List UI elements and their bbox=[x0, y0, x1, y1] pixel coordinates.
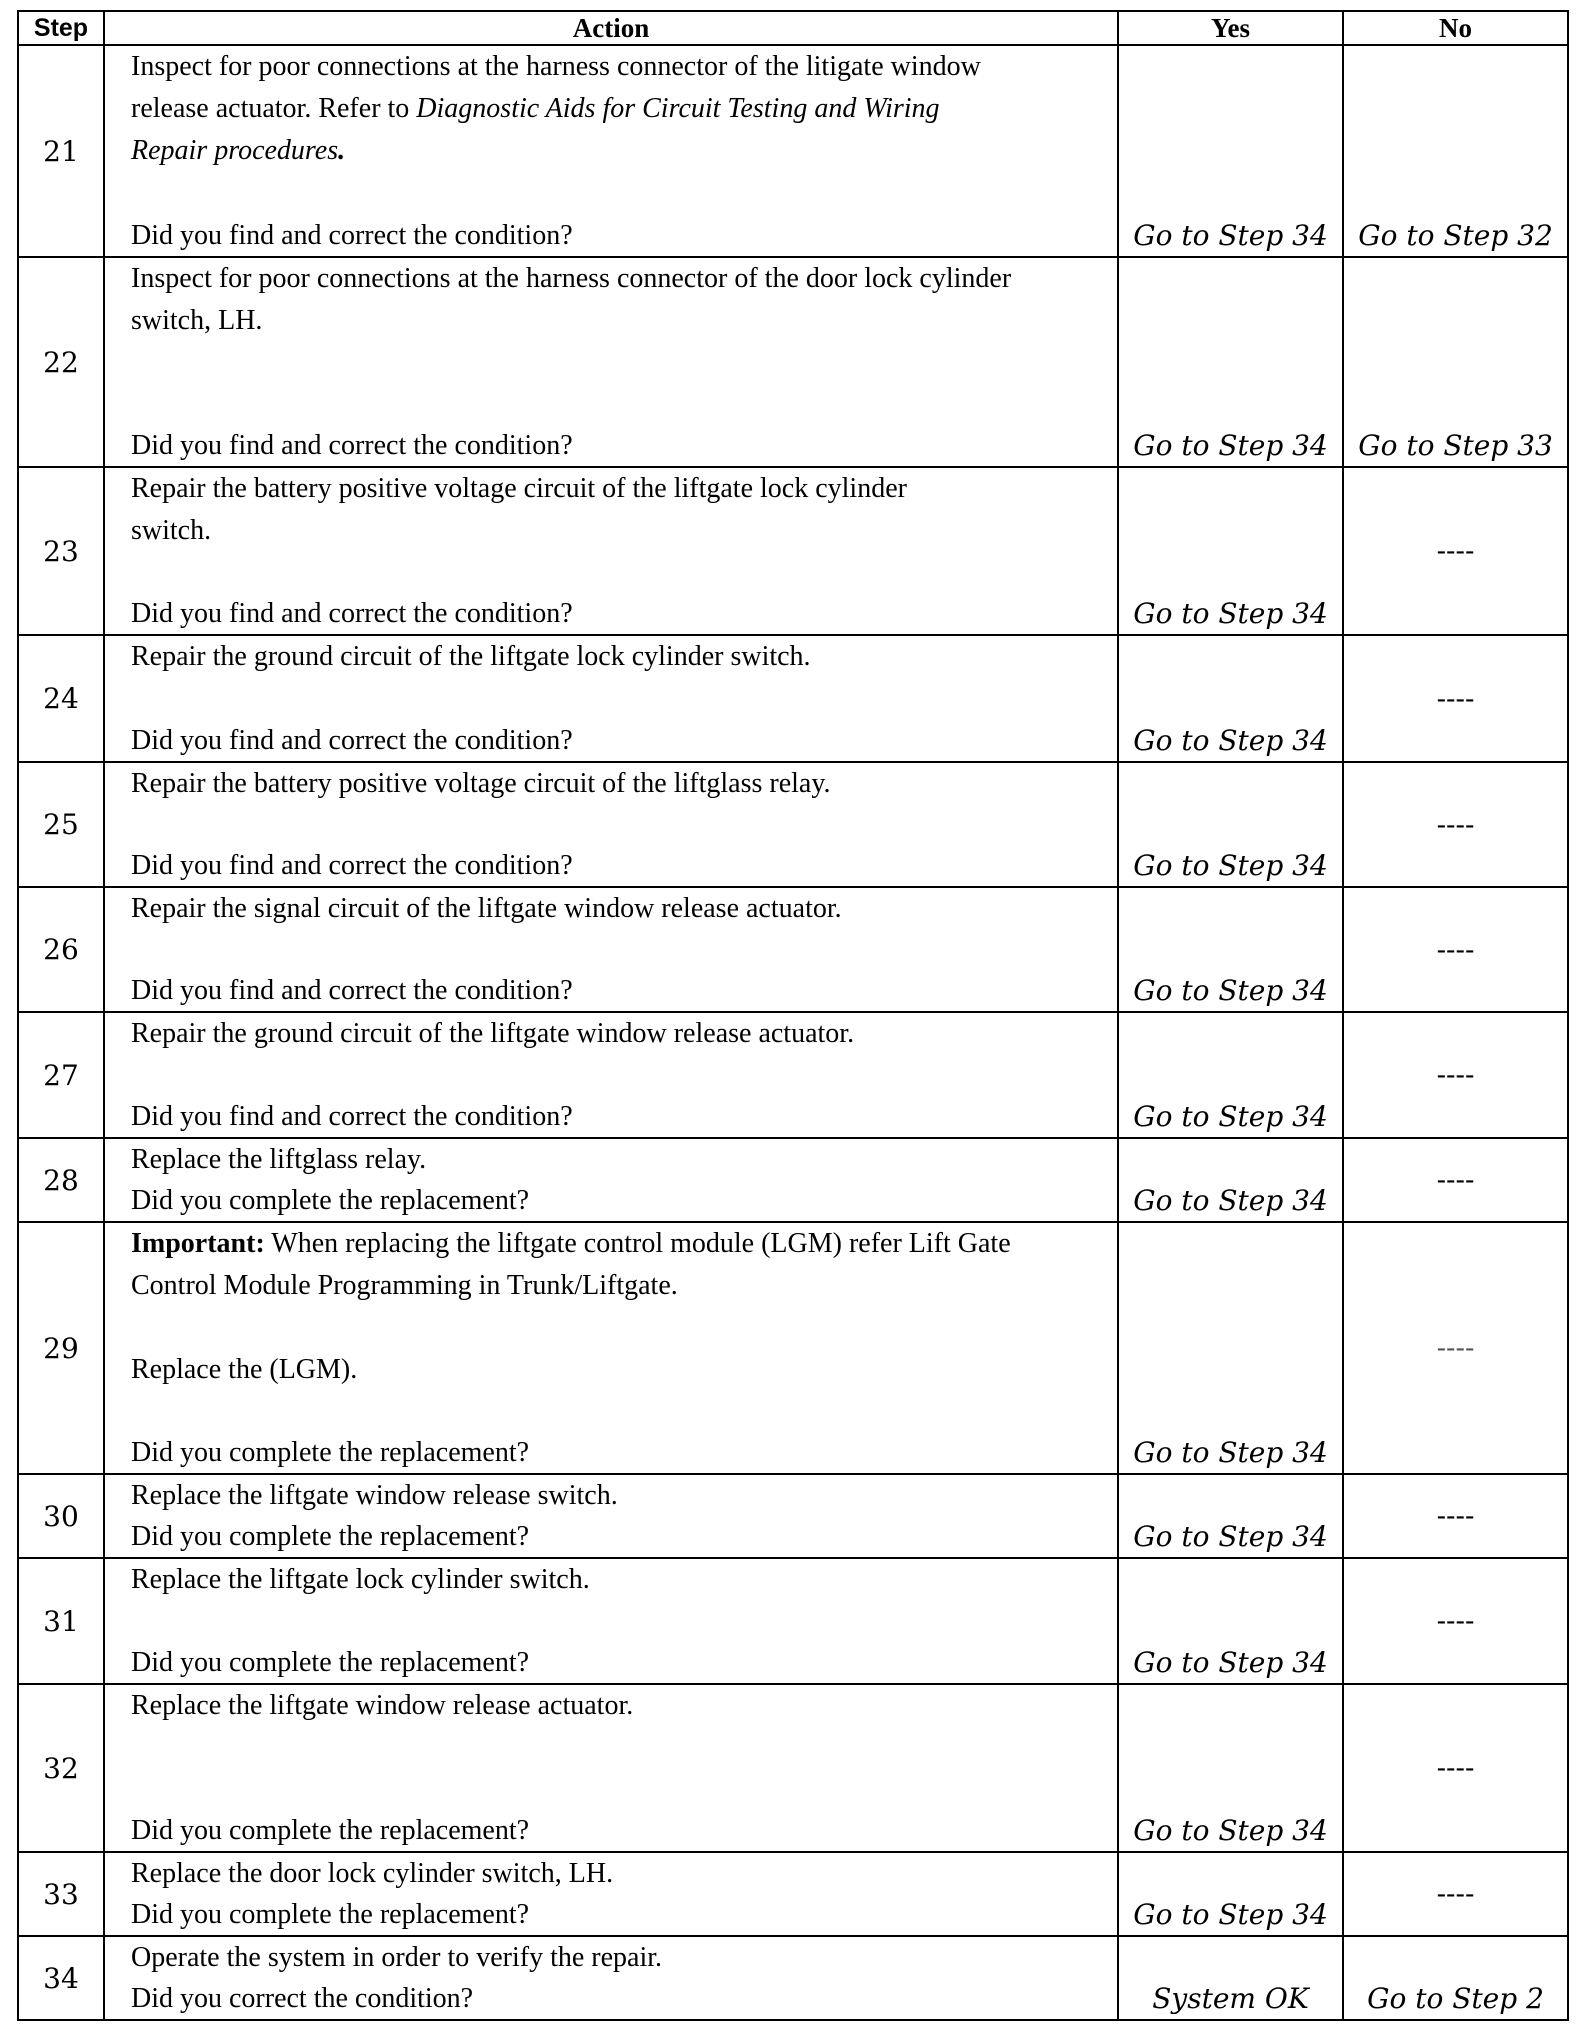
header-no: No bbox=[1343, 11, 1568, 45]
action-main: When replacing the liftgate control module (LGM) refer Lift Gate Control Module Programming in Trunk/Liftgate. bbox=[131, 1228, 1011, 1301]
action-question: Did you complete the replacement? bbox=[131, 1521, 530, 1552]
header-step: Step bbox=[18, 11, 104, 45]
action-question: Did you find and correct the condition? bbox=[131, 725, 573, 756]
no-result: Go to Step 33 bbox=[1343, 257, 1568, 467]
table-row bbox=[18, 1684, 1568, 1852]
action-extra: Replace the (LGM). bbox=[131, 1354, 358, 1385]
step-number: 25 bbox=[18, 762, 104, 887]
action-cell bbox=[104, 1558, 1118, 1684]
yes-result: Go to Step 34 bbox=[1118, 257, 1343, 467]
step-number: 28 bbox=[18, 1138, 104, 1222]
action-cell bbox=[104, 1852, 1118, 1936]
action-question: Did you complete the replacement? bbox=[131, 1437, 530, 1468]
action-reference: Diagnostic Aids for Circuit Testing and Wiring Repair procedures bbox=[131, 93, 940, 166]
step-number: 29 bbox=[18, 1222, 104, 1474]
action-text: Repair the signal circuit of the liftgate window release actuator. bbox=[131, 893, 842, 924]
important-label: Important: bbox=[131, 1228, 265, 1259]
action-question: Did you complete the replacement? bbox=[131, 1185, 530, 1216]
action-text: Repair the ground circuit of the liftgate lock cylinder switch. bbox=[131, 641, 811, 672]
yes-result: System OK bbox=[1118, 1936, 1343, 2020]
yes-result: Go to Step 34 bbox=[1118, 45, 1343, 257]
action-text: Operate the system in order to verify the repair. bbox=[131, 1942, 663, 1973]
no-result: ---- bbox=[1343, 1012, 1568, 1138]
yes-result: Go to Step 34 bbox=[1118, 762, 1343, 887]
no-result: ---- bbox=[1343, 762, 1568, 887]
step-number: 27 bbox=[18, 1012, 104, 1138]
no-result: ---- bbox=[1343, 1852, 1568, 1936]
header-row bbox=[18, 11, 1568, 45]
table-row bbox=[18, 1558, 1568, 1684]
action-question: Did you find and correct the condition? bbox=[131, 598, 573, 629]
action-text: Replace the door lock cylinder switch, LH. bbox=[131, 1858, 614, 1889]
action-cell bbox=[104, 1936, 1118, 2020]
table-row bbox=[18, 1138, 1568, 1222]
table-row bbox=[18, 1222, 1568, 1474]
yes-result: Go to Step 34 bbox=[1118, 1138, 1343, 1222]
action-text: Replace the liftgate lock cylinder switch. bbox=[131, 1564, 590, 1595]
no-result: ---- bbox=[1343, 635, 1568, 762]
header-action: Action bbox=[104, 11, 1118, 45]
action-text bbox=[131, 1223, 1051, 1307]
action-cell bbox=[104, 45, 1118, 257]
action-question: Did you find and correct the condition? bbox=[131, 220, 573, 251]
yes-result: Go to Step 34 bbox=[1118, 467, 1343, 635]
no-result: ---- bbox=[1343, 467, 1568, 635]
action-cell bbox=[104, 762, 1118, 887]
action-text: Repair the battery positive voltage circuit of the liftgate lock cylinder switch. bbox=[131, 473, 907, 546]
no-result: Go to Step 2 bbox=[1343, 1936, 1568, 2020]
action-question: Did you find and correct the condition? bbox=[131, 850, 573, 881]
no-result: ---- bbox=[1343, 1684, 1568, 1852]
table-row bbox=[18, 257, 1568, 467]
yes-result: Go to Step 34 bbox=[1118, 1684, 1343, 1852]
action-text: Inspect for poor connections at the harness connector of the door lock cylinder switch, LH. bbox=[131, 263, 1012, 336]
step-number: 30 bbox=[18, 1474, 104, 1558]
step-number: 21 bbox=[18, 45, 104, 257]
action-tail: . bbox=[338, 135, 346, 166]
yes-result: Go to Step 34 bbox=[1118, 1558, 1343, 1684]
step-number: 32 bbox=[18, 1684, 104, 1852]
step-number: 24 bbox=[18, 635, 104, 762]
step-number: 23 bbox=[18, 467, 104, 635]
action-question: Did you complete the replacement? bbox=[131, 1815, 530, 1846]
header-yes: Yes bbox=[1118, 11, 1343, 45]
no-result: ---- bbox=[1343, 1222, 1568, 1474]
action-text: Replace the liftgate window release switch. bbox=[131, 1480, 618, 1511]
table-row bbox=[18, 467, 1568, 635]
action-cell bbox=[104, 1012, 1118, 1138]
action-question: Did you complete the replacement? bbox=[131, 1647, 530, 1678]
action-cell bbox=[104, 1684, 1118, 1852]
table-row bbox=[18, 887, 1568, 1012]
no-result: ---- bbox=[1343, 1474, 1568, 1558]
no-result: ---- bbox=[1343, 887, 1568, 1012]
no-result: ---- bbox=[1343, 1138, 1568, 1222]
step-number: 33 bbox=[18, 1852, 104, 1936]
yes-result: Go to Step 34 bbox=[1118, 1474, 1343, 1558]
table-row bbox=[18, 762, 1568, 887]
yes-result: Go to Step 34 bbox=[1118, 1012, 1343, 1138]
no-result: Go to Step 32 bbox=[1343, 45, 1568, 257]
table-row bbox=[18, 1474, 1568, 1558]
step-number: 26 bbox=[18, 887, 104, 1012]
action-cell bbox=[104, 257, 1118, 467]
table-row bbox=[18, 635, 1568, 762]
action-question: Did you complete the replacement? bbox=[131, 1899, 530, 1930]
action-question: Did you find and correct the condition? bbox=[131, 430, 573, 461]
yes-result: Go to Step 34 bbox=[1118, 1222, 1343, 1474]
table-row bbox=[18, 1852, 1568, 1936]
step-number: 22 bbox=[18, 257, 104, 467]
yes-result: Go to Step 34 bbox=[1118, 1852, 1343, 1936]
step-number: 31 bbox=[18, 1558, 104, 1684]
action-cell bbox=[104, 887, 1118, 1012]
action-cell bbox=[104, 1474, 1118, 1558]
table-row bbox=[18, 45, 1568, 257]
diagnostic-table bbox=[17, 10, 1569, 2021]
table-row bbox=[18, 1012, 1568, 1138]
action-text: Repair the battery positive voltage circuit of the liftglass relay. bbox=[131, 768, 831, 799]
action-cell bbox=[104, 635, 1118, 762]
action-text bbox=[131, 46, 991, 172]
table-row bbox=[18, 1936, 1568, 2020]
yes-result: Go to Step 34 bbox=[1118, 887, 1343, 1012]
action-text: Replace the liftglass relay. bbox=[131, 1144, 427, 1175]
action-text: Replace the liftgate window release actuator. bbox=[131, 1690, 634, 1721]
action-question: Did you find and correct the condition? bbox=[131, 975, 573, 1006]
action-cell bbox=[104, 467, 1118, 635]
yes-result: Go to Step 34 bbox=[1118, 635, 1343, 762]
action-question: Did you correct the condition? bbox=[131, 1983, 474, 2014]
action-text: Repair the ground circuit of the liftgate window release actuator. bbox=[131, 1018, 855, 1049]
action-question: Did you find and correct the condition? bbox=[131, 1101, 573, 1132]
step-number: 34 bbox=[18, 1936, 104, 2020]
action-cell bbox=[104, 1138, 1118, 1222]
action-cell bbox=[104, 1222, 1118, 1474]
no-result: ---- bbox=[1343, 1558, 1568, 1684]
action-main: Inspect for poor connections at the harness connector of the litigate window release actuator. Refer to bbox=[131, 51, 981, 124]
